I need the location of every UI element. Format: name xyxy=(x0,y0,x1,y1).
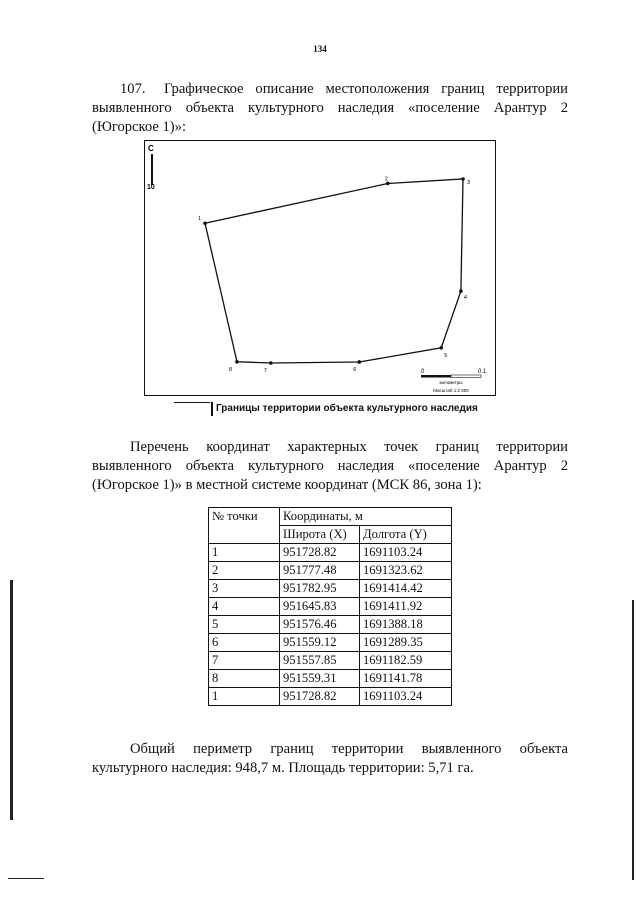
coordinates-intro-text: Перечень координат характерных точек границ территории выявленного объекта культурного наследия «поселение Арантур 2 (Югорское 1)» в местной системе координат (МСК 86, зона 1): xyxy=(92,439,568,493)
cell-x: 951576.46 xyxy=(280,616,360,634)
boundary-point xyxy=(439,346,443,350)
north-digit: 10 xyxy=(147,184,155,191)
boundary-point xyxy=(461,177,465,181)
header-point: № точки xyxy=(209,508,280,544)
cell-point: 3 xyxy=(209,580,280,598)
boundary-point-label: 1 xyxy=(198,216,202,223)
boundary-points xyxy=(198,176,470,374)
boundary-point-label: 3 xyxy=(467,180,471,186)
summary xyxy=(92,740,568,778)
table-row xyxy=(209,544,452,562)
scan-edge-mark-right xyxy=(632,600,634,880)
table-row xyxy=(209,580,452,598)
scale-bar xyxy=(421,369,487,393)
page-number: 134 xyxy=(313,44,327,54)
cell-y: 1691289.35 xyxy=(360,634,452,652)
boundary-point-label: 8 xyxy=(228,366,233,373)
cell-x: 951559.12 xyxy=(280,634,360,652)
boundary-map xyxy=(144,140,496,396)
cell-x: 951728.82 xyxy=(280,544,360,562)
scale-max-label: 0.1 xyxy=(478,369,487,375)
coordinates-intro xyxy=(92,438,568,495)
scale-text: Масштаб 1:2 500 xyxy=(433,388,469,393)
cell-x: 951777.48 xyxy=(280,562,360,580)
boundary-point xyxy=(459,289,463,293)
table-row xyxy=(209,598,452,616)
cell-point: 4 xyxy=(209,598,280,616)
table-header-row xyxy=(209,508,452,526)
boundary-polygon xyxy=(205,179,463,363)
north-arrow xyxy=(147,144,155,191)
table-row xyxy=(209,688,452,706)
table-row xyxy=(209,670,452,688)
cell-x: 951782.95 xyxy=(280,580,360,598)
table-row xyxy=(209,652,452,670)
cell-point: 5 xyxy=(209,616,280,634)
boundary-point-label: 7 xyxy=(263,368,267,374)
cell-x: 951728.82 xyxy=(280,688,360,706)
cell-y: 1691182.59 xyxy=(360,652,452,670)
boundary-map-drawing xyxy=(145,141,497,397)
section-number: 107. xyxy=(120,81,146,97)
cell-y: 1691414.42 xyxy=(360,580,452,598)
boundary-point xyxy=(358,360,362,364)
cell-y: 1691103.24 xyxy=(360,688,452,706)
cell-y: 1691411.92 xyxy=(360,598,452,616)
boundary-point xyxy=(235,360,239,364)
coordinates-table-body xyxy=(209,544,452,706)
cell-x: 951557.85 xyxy=(280,652,360,670)
cell-point: 1 xyxy=(209,688,280,706)
table-row xyxy=(209,634,452,652)
cell-y: 1691141.78 xyxy=(360,670,452,688)
cell-y: 1691323.62 xyxy=(360,562,452,580)
cell-x: 951645.83 xyxy=(280,598,360,616)
boundary-point-label: 6 xyxy=(353,366,357,373)
legend-label: Границы территории объекта культурного наследия xyxy=(216,403,478,414)
boundary-point-label: 2 xyxy=(384,176,388,183)
cell-point: 6 xyxy=(209,634,280,652)
scale-bar-light xyxy=(451,375,481,378)
cell-point: 8 xyxy=(209,670,280,688)
scale-zero-label: 0 xyxy=(421,369,425,375)
boundary-point xyxy=(269,361,273,365)
header-x: Широта (X) xyxy=(280,526,360,544)
header-y: Долгота (Y) xyxy=(360,526,452,544)
cell-point: 2 xyxy=(209,562,280,580)
table-row xyxy=(209,562,452,580)
boundary-point-label: 4 xyxy=(463,295,467,302)
section-heading xyxy=(92,80,568,137)
scan-edge-mark-bottom xyxy=(8,878,44,879)
scan-edge-mark-left xyxy=(10,580,13,820)
summary-text: Общий периметр границ территории выявленного объекта культурного наследия: 948,7 м. Площадь территории: 5,71 га. xyxy=(92,741,568,776)
cell-point: 1 xyxy=(209,544,280,562)
table-row xyxy=(209,616,452,634)
scale-unit: километры xyxy=(439,380,463,385)
coordinates-table xyxy=(208,507,452,706)
section-title: Графическое описание местоположения границ территории выявленного объекта культурного наследия «поселение Арантур 2 (Югорское 1)»: xyxy=(92,81,568,135)
scale-bar-dark xyxy=(421,375,451,378)
north-label: С xyxy=(148,144,154,153)
legend-line xyxy=(174,402,210,403)
legend-tick xyxy=(211,402,213,416)
cell-x: 951559.31 xyxy=(280,670,360,688)
cell-point: 7 xyxy=(209,652,280,670)
cell-y: 1691103.24 xyxy=(360,544,452,562)
header-coords: Координаты, м xyxy=(280,508,452,526)
boundary-point xyxy=(203,221,207,225)
boundary-point-label: 5 xyxy=(444,352,448,359)
cell-y: 1691388.18 xyxy=(360,616,452,634)
